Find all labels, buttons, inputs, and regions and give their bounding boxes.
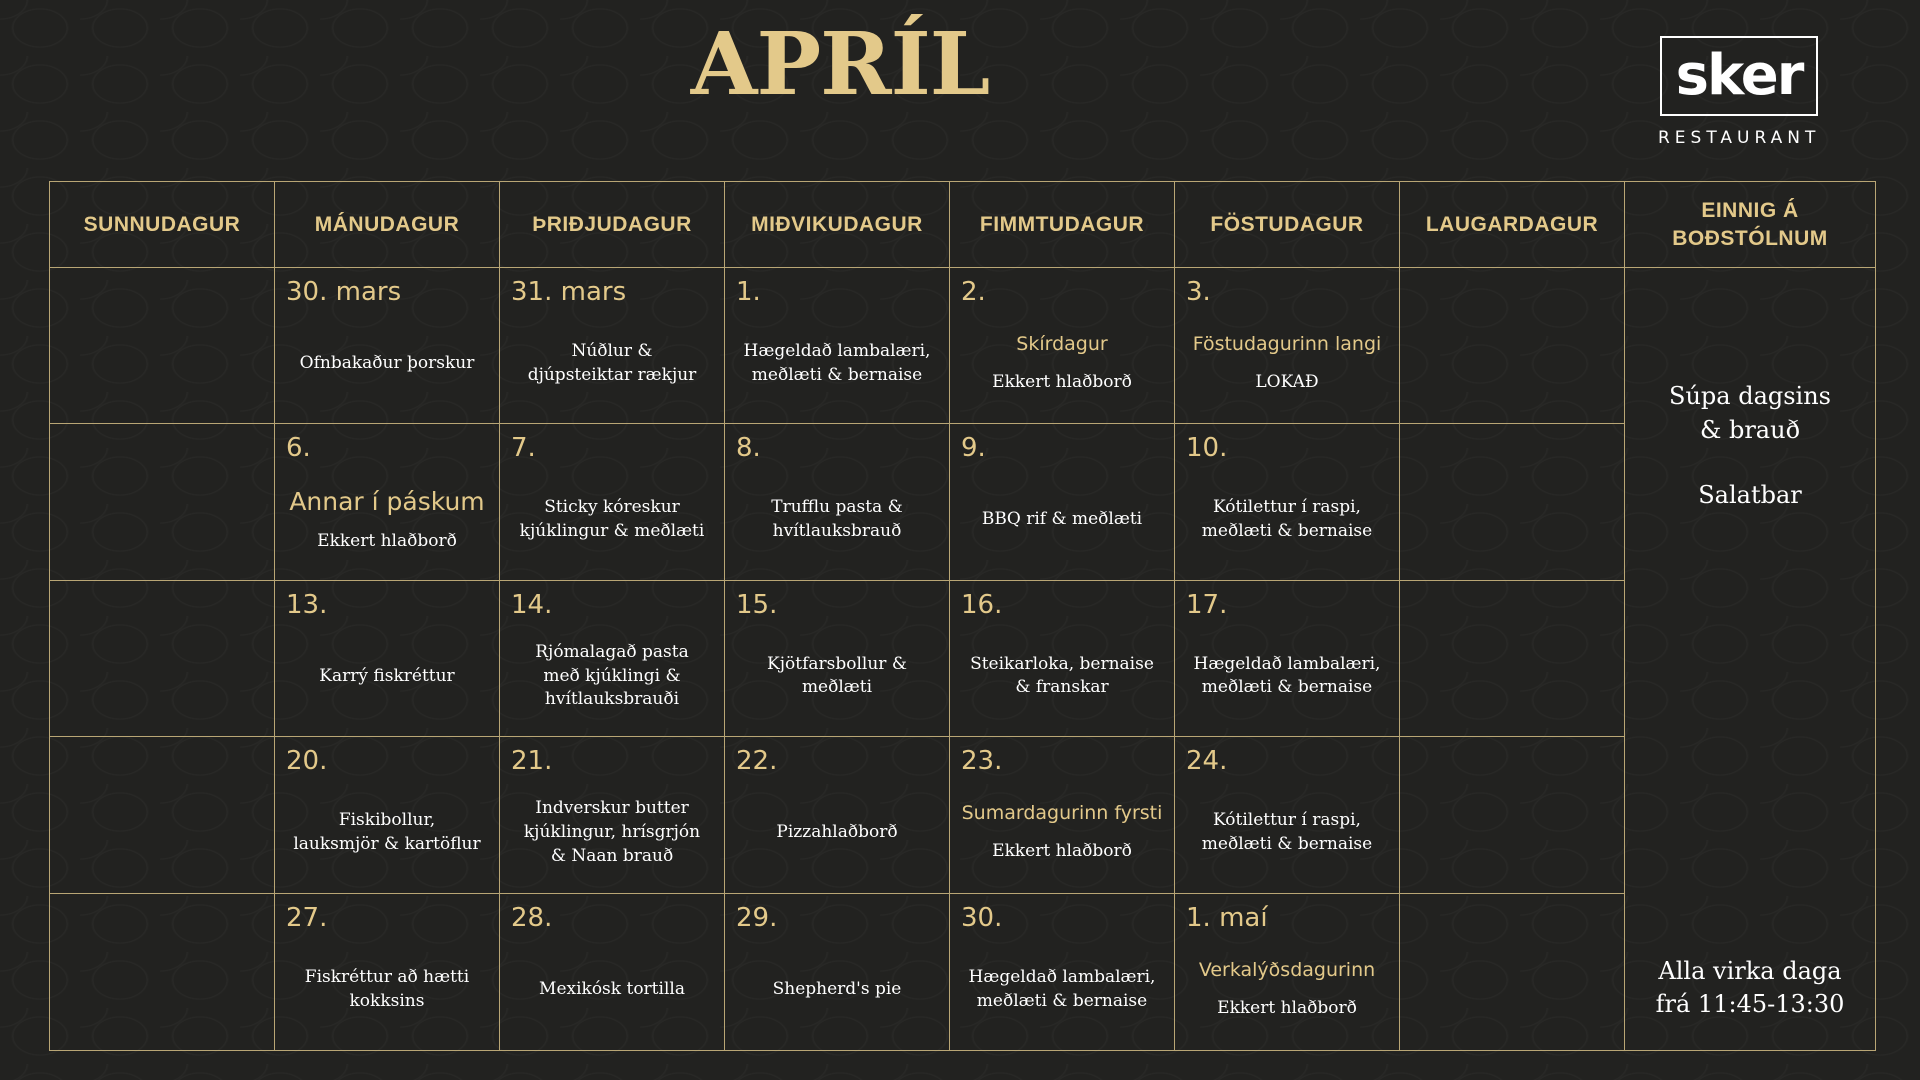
day-content: [50, 773, 274, 892]
day-cell-sunday: [50, 737, 275, 893]
day-number: 16.: [961, 589, 1003, 620]
day-content: [950, 304, 1174, 423]
dish-line: BBQ rif & meðlæti: [981, 509, 1143, 530]
day-cell-friday: [1175, 268, 1400, 424]
day-cell-monday: [275, 424, 500, 580]
day-cell-sunday: [50, 268, 275, 424]
dish-description: [771, 496, 903, 544]
dish-description: [992, 840, 1132, 864]
day-number: 17.: [1186, 589, 1228, 620]
day-content: [1175, 460, 1399, 579]
dish-line: LOKAÐ: [1255, 371, 1319, 392]
dish-description: [992, 371, 1132, 395]
day-cell-saturday: [1400, 894, 1625, 1050]
day-content: [275, 930, 499, 1050]
header-tuesday: ÞRIÐJUDAGUR: [500, 182, 725, 268]
day-number: 8.: [736, 433, 761, 464]
dish-description: [773, 978, 902, 1002]
dish-description: [528, 340, 697, 388]
day-content: [1175, 773, 1399, 892]
day-number: 9.: [961, 433, 986, 464]
day-number: 23.: [961, 746, 1003, 777]
hours-line1: Alla virka daga: [1658, 956, 1842, 985]
dish-line: kjúklingur, hrísgrjón: [523, 821, 701, 842]
dish-line: Kótilettur í raspi,: [1213, 810, 1361, 831]
day-content: [725, 773, 949, 892]
dish-description: [539, 978, 685, 1002]
day-cell-wednesday: [725, 424, 950, 580]
dish-line: Fiskréttur að hætti: [304, 966, 470, 987]
day-content: [50, 930, 274, 1050]
dish-line: hvítlauksbrauð: [772, 521, 902, 542]
day-number: 30. mars: [286, 277, 402, 307]
day-number: 24.: [1186, 746, 1228, 777]
dish-line: Fiskibollur,: [338, 810, 436, 831]
day-content: [500, 617, 724, 736]
day-number: 13.: [286, 589, 328, 620]
dish-line: með kjúklingi &: [543, 665, 681, 686]
dish-description: [1255, 371, 1318, 395]
day-content: [725, 304, 949, 423]
holiday-name: Skírdagur: [1016, 332, 1108, 355]
day-cell-thursday: [950, 581, 1175, 737]
header-thursday: FIMMTUDAGUR: [950, 182, 1175, 268]
day-number: 22.: [736, 746, 778, 777]
day-content: [500, 930, 724, 1050]
dish-line: Núðlur &: [571, 340, 653, 361]
dish-description: [535, 641, 689, 712]
day-cell-monday: [275, 581, 500, 737]
day-content: [725, 617, 949, 736]
day-number: 1. maí: [1186, 902, 1268, 933]
dish-description: [524, 797, 700, 868]
dish-description: [776, 821, 897, 845]
hours-line2: frá 11:45-13:30: [1655, 990, 1845, 1019]
day-content: [275, 304, 499, 423]
day-content: [50, 304, 274, 423]
header-also-available: [1625, 182, 1875, 268]
day-content: [725, 930, 949, 1050]
day-content: [950, 617, 1174, 736]
day-content: [1400, 930, 1624, 1050]
day-number: 15.: [736, 589, 778, 620]
dish-line: lauksmjör & kartöflur: [293, 833, 481, 854]
dish-line: Ekkert hlaðborð: [317, 530, 457, 551]
day-content: [500, 304, 724, 423]
day-number: 10.: [1186, 433, 1228, 464]
day-cell-monday: [275, 894, 500, 1050]
day-content: [50, 617, 274, 736]
dish-line: Hægeldað lambalæri,: [1193, 653, 1381, 674]
dish-line: Trufflu pasta &: [771, 497, 903, 518]
day-content: [275, 773, 499, 892]
dish-description: [767, 653, 907, 701]
day-cell-tuesday: [500, 268, 725, 424]
dish-line: Sticky kóreskur: [544, 497, 680, 518]
day-number: 20.: [286, 746, 328, 777]
day-number: 1.: [736, 277, 761, 307]
day-cell-thursday: [950, 424, 1175, 580]
day-content: [500, 460, 724, 579]
dish-line: meðlæti: [801, 677, 873, 698]
day-cell-thursday: [950, 894, 1175, 1050]
dish-line: Kótilettur í raspi,: [1213, 497, 1361, 518]
day-cell-friday: [1175, 737, 1400, 893]
header-sunday: SUNNUDAGUR: [50, 182, 275, 268]
also-available-panel: [1625, 268, 1875, 1050]
day-content: [725, 460, 949, 579]
day-content: [950, 773, 1174, 892]
dish-line: kjúklingur & meðlæti: [519, 521, 705, 542]
restaurant-logo: [1658, 36, 1820, 148]
day-number: 6.: [286, 433, 311, 464]
day-number: 29.: [736, 902, 778, 933]
day-number: 2.: [961, 277, 986, 307]
menu-calendar: [49, 181, 1876, 1051]
day-content: [1400, 617, 1624, 736]
day-content: [50, 460, 274, 579]
day-cell-sunday: [50, 424, 275, 580]
dish-description: [300, 352, 475, 376]
dish-description: [1202, 496, 1372, 544]
dish-line: & franskar: [1015, 677, 1109, 698]
day-cell-saturday: [1400, 268, 1625, 424]
day-cell-tuesday: [500, 581, 725, 737]
side-header-line2: BOÐSTÓLNUM: [1672, 226, 1828, 250]
salad-bar: Salatbar: [1698, 481, 1802, 510]
logo-subtitle: RESTAURANT: [1658, 128, 1821, 148]
day-content: [1175, 617, 1399, 736]
day-number: 31. mars: [511, 277, 627, 307]
dish-line: meðlæti & bernaise: [1201, 677, 1373, 698]
day-number: 21.: [511, 746, 553, 777]
day-cell-friday: [1175, 424, 1400, 580]
dish-line: Mexikósk tortilla: [539, 978, 685, 999]
dish-description: [969, 966, 1156, 1014]
day-cell-monday: [275, 268, 500, 424]
day-number: 30.: [961, 902, 1003, 933]
dish-description: [1194, 653, 1381, 701]
dish-description: [744, 340, 931, 388]
day-cell-thursday: [950, 268, 1175, 424]
day-number: 14.: [511, 589, 553, 620]
day-content: [500, 773, 724, 892]
day-cell-thursday: [950, 737, 1175, 893]
header-friday: FÖSTUDAGUR: [1175, 182, 1400, 268]
header-saturday: LAUGARDAGUR: [1400, 182, 1625, 268]
holiday-name: Sumardagurinn fyrsti: [961, 801, 1163, 824]
day-cell-sunday: [50, 581, 275, 737]
dish-description: [970, 653, 1154, 701]
day-content: [275, 460, 499, 579]
dish-line: Ekkert hlaðborð: [1217, 997, 1357, 1018]
dish-line: meðlæti & bernaise: [1201, 833, 1373, 854]
dish-line: Ofnbakaður þorskur: [299, 352, 475, 373]
dish-description: [317, 530, 457, 554]
holiday-name: Verkalýðsdagurinn: [1198, 958, 1376, 981]
day-content: [1400, 773, 1624, 892]
dish-line: meðlæti & bernaise: [751, 364, 923, 385]
day-number: 28.: [511, 902, 553, 933]
day-content: [275, 617, 499, 736]
day-cell-saturday: [1400, 424, 1625, 580]
day-cell-monday: [275, 737, 500, 893]
dish-line: Karrý fiskréttur: [319, 665, 455, 686]
day-content: [1175, 304, 1399, 423]
day-number: 7.: [511, 433, 536, 464]
day-cell-wednesday: [725, 737, 950, 893]
dish-line: & Naan brauð: [550, 845, 674, 866]
day-number: 3.: [1186, 277, 1211, 307]
day-content: [950, 930, 1174, 1050]
day-cell-saturday: [1400, 581, 1625, 737]
day-number: 27.: [286, 902, 328, 933]
dish-description: [293, 809, 480, 857]
header-monday: MÁNUDAGUR: [275, 182, 500, 268]
dish-line: Pizzahlaðborð: [776, 821, 898, 842]
logo-wordmark: sker: [1660, 36, 1818, 116]
dish-description: [520, 496, 705, 544]
header-wednesday: MIÐVIKUDAGUR: [725, 182, 950, 268]
day-content: [950, 460, 1174, 579]
dish-line: Ekkert hlaðborð: [992, 840, 1132, 861]
dish-line: meðlæti & bernaise: [1201, 521, 1373, 542]
day-cell-wednesday: [725, 581, 950, 737]
dish-line: kokksins: [349, 990, 425, 1011]
day-cell-friday: [1175, 894, 1400, 1050]
day-cell-wednesday: [725, 894, 950, 1050]
dish-description: [319, 665, 454, 689]
dish-description: [1202, 809, 1372, 857]
dish-line: Ekkert hlaðborð: [992, 371, 1132, 392]
dish-description: [1217, 997, 1357, 1021]
day-cell-friday: [1175, 581, 1400, 737]
day-cell-tuesday: [500, 737, 725, 893]
day-cell-saturday: [1400, 737, 1625, 893]
dish-line: hvítlauksbrauði: [544, 689, 680, 710]
month-title: APRÍL: [690, 14, 990, 115]
holiday-name: Annar í páskum: [289, 486, 485, 516]
day-content: [1175, 930, 1399, 1050]
dish-line: Kjötfarsbollur &: [767, 653, 907, 674]
dish-line: Steikarloka, bernaise: [970, 653, 1154, 674]
day-cell-sunday: [50, 894, 275, 1050]
holiday-name: Föstudagurinn langi: [1192, 332, 1382, 355]
dish-line: Hægeldað lambalæri,: [968, 966, 1156, 987]
soup-line1: Súpa dagsins: [1669, 382, 1831, 410]
day-cell-tuesday: [500, 424, 725, 580]
soup-line2: & brauð: [1699, 415, 1801, 444]
dish-line: meðlæti & bernaise: [976, 990, 1148, 1011]
dish-line: Indverskur butter: [535, 798, 689, 819]
dish-line: Shepherd's pie: [772, 978, 902, 999]
side-header-line1: EINNIG Á: [1701, 199, 1799, 223]
day-cell-tuesday: [500, 894, 725, 1050]
day-content: [1400, 460, 1624, 579]
dish-description: [982, 508, 1142, 532]
day-content: [1400, 304, 1624, 423]
day-cell-wednesday: [725, 268, 950, 424]
dish-line: Hægeldað lambalæri,: [743, 340, 931, 361]
dish-line: djúpsteiktar rækjur: [527, 364, 697, 385]
dish-description: [305, 966, 469, 1014]
dish-line: Rjómalagað pasta: [535, 641, 689, 662]
